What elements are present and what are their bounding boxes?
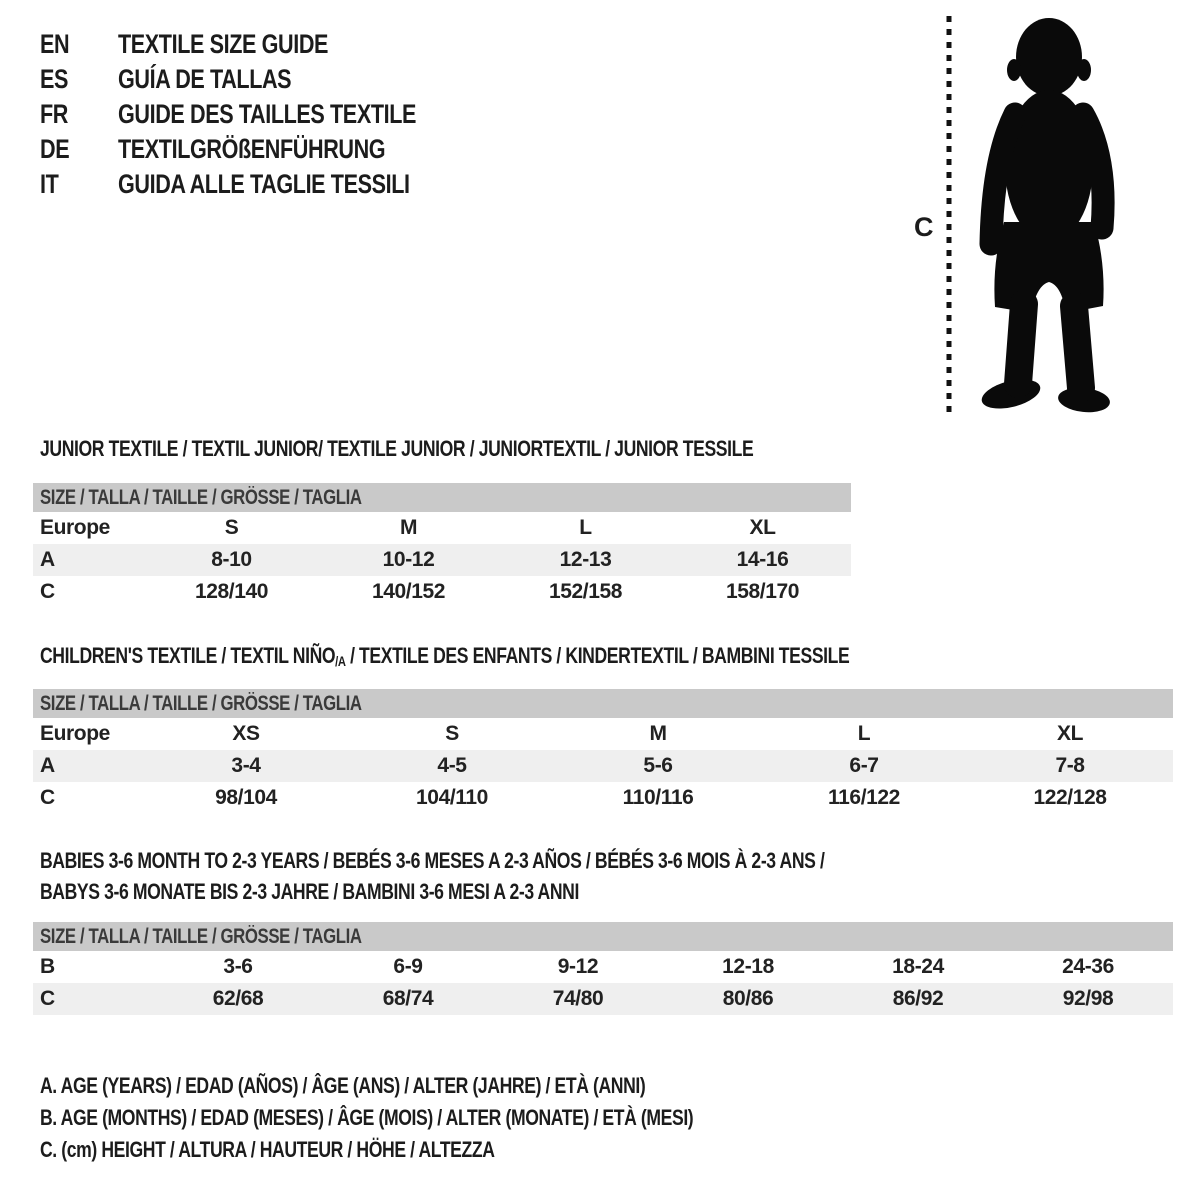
size-cell: 86/92	[833, 983, 1003, 1015]
children-size-table	[33, 689, 1173, 814]
row-label: Europe	[40, 516, 110, 539]
language-row	[40, 62, 491, 97]
size-cell: 9-12	[557, 955, 599, 978]
size-cell: 116/122	[828, 786, 900, 809]
size-cell: 110/116	[622, 786, 694, 809]
table-header-row	[33, 922, 1173, 951]
size-cell: 5-6	[555, 750, 761, 782]
size-cell: 128/140	[194, 580, 269, 603]
children-section-heading: CHILDREN'S TEXTILE / TEXTIL NIÑO/A / TEXTILE DES ENFANTS / KINDERTEXTIL / BAMBINI TESSILE	[40, 643, 850, 669]
table-row-europe	[33, 512, 851, 544]
table-row-height	[33, 576, 851, 608]
language-list	[40, 27, 491, 202]
language-row	[40, 27, 491, 62]
size-cell: 4-5	[349, 750, 555, 782]
size-cell: XL	[749, 516, 776, 539]
language-code: EN	[40, 29, 70, 59]
baby-silhouette-icon	[967, 16, 1133, 421]
row-label: A	[33, 544, 143, 576]
language-code: IT	[40, 169, 59, 199]
table-row-height	[33, 782, 1173, 814]
size-cell: L	[857, 722, 871, 745]
measurement-legend	[40, 1070, 857, 1166]
row-label: C	[40, 580, 55, 603]
row-label: Europe	[40, 722, 110, 745]
table-header-row	[33, 689, 1173, 718]
size-cell: 158/170	[725, 580, 800, 603]
nino-a-suffix: /A	[335, 653, 346, 669]
size-cell: L	[579, 516, 592, 539]
table-header: SIZE / TALLA / TAILLE / GRÖSSE / TAGLIA	[33, 689, 1173, 718]
junior-section-heading: JUNIOR TEXTILE / TEXTIL JUNIOR/ TEXTILE JUNIOR / JUNIORTEXTIL / JUNIOR TESSILE	[40, 436, 754, 461]
row-label: A	[33, 750, 143, 782]
table-header: SIZE / TALLA / TAILLE / GRÖSSE / TAGLIA	[33, 922, 1173, 951]
size-cell: 104/110	[416, 786, 488, 809]
size-cell: 10-12	[320, 544, 497, 576]
size-cell: 6-7	[761, 750, 967, 782]
size-cell: 3-6	[223, 955, 253, 978]
size-cell: 12-18	[722, 955, 774, 978]
size-cell: M	[399, 516, 418, 539]
language-code: FR	[40, 99, 68, 129]
row-label: B	[40, 955, 55, 978]
language-title: TEXTILGRÖßENFÜHRUNG	[118, 134, 386, 164]
language-row	[40, 167, 491, 202]
size-cell: 68/74	[323, 983, 493, 1015]
size-cell: 152/158	[548, 580, 623, 603]
size-cell: 18-24	[892, 955, 944, 978]
table-header-row	[33, 483, 851, 512]
language-row	[40, 132, 491, 167]
language-title: GUIDE DES TAILLES TEXTILE	[118, 99, 417, 129]
babies-size-table	[33, 922, 1173, 1015]
language-code: DE	[40, 134, 70, 164]
size-cell: 24-36	[1062, 955, 1114, 978]
table-row-months	[33, 951, 1173, 983]
size-cell: 7-8	[967, 750, 1173, 782]
legend-line-b: B. AGE (MONTHS) / EDAD (MESES) / ÂGE (MOIS) / ALTER (MONATE) / ETÀ (MESI)	[40, 1105, 694, 1130]
language-code: ES	[40, 64, 69, 94]
size-cell: 74/80	[493, 983, 663, 1015]
height-measure-line	[946, 16, 952, 421]
size-cell: 62/68	[153, 983, 323, 1015]
size-cell: XL	[1056, 722, 1084, 745]
row-label: C	[40, 786, 55, 809]
junior-size-table	[33, 483, 851, 608]
size-cell: 140/152	[371, 580, 446, 603]
size-cell: S	[445, 722, 459, 745]
table-row-europe	[33, 718, 1173, 750]
size-cell: 14-16	[674, 544, 851, 576]
size-cell: S	[224, 516, 239, 539]
size-cell: 98/104	[215, 786, 277, 809]
size-cell: XS	[232, 722, 260, 745]
size-cell: 122/128	[1033, 786, 1107, 809]
table-row-age	[33, 750, 1173, 782]
babies-section-heading: BABIES 3-6 MONTH TO 2-3 YEARS / BEBÉS 3-6 MESES A 2-3 AÑOS / BÉBÉS 3-6 MOIS À 2-3 ANS / BABYS 3-6 MONATE BIS 2-3 JAHRE / BAMBINI 3-6 MESI A 2-3 ANNI	[40, 848, 825, 904]
measure-label-c: C	[914, 212, 934, 242]
table-row-age	[33, 544, 851, 576]
size-cell: 8-10	[143, 544, 320, 576]
language-title: TEXTILE SIZE GUIDE	[118, 29, 329, 59]
size-cell: 92/98	[1003, 983, 1173, 1015]
size-cell: 6-9	[393, 955, 423, 978]
legend-line-a: A. AGE (YEARS) / EDAD (AÑOS) / ÂGE (ANS) / ALTER (JAHRE) / ETÀ (ANNI)	[40, 1073, 646, 1098]
language-title: GUIDA ALLE TAGLIE TESSILI	[118, 169, 410, 199]
table-header: SIZE / TALLA / TAILLE / GRÖSSE / TAGLIA	[33, 483, 851, 512]
size-cell: 80/86	[663, 983, 833, 1015]
table-row-height	[33, 983, 1173, 1015]
row-label: C	[33, 983, 153, 1015]
language-title: GUÍA DE TALLAS	[118, 64, 292, 94]
legend-line-c: C. (cm) HEIGHT / ALTURA / HAUTEUR / HÖHE / ALTEZZA	[40, 1137, 495, 1162]
size-cell: 12-13	[497, 544, 674, 576]
language-row	[40, 97, 491, 132]
size-cell: M	[649, 722, 667, 745]
size-cell: 3-4	[143, 750, 349, 782]
